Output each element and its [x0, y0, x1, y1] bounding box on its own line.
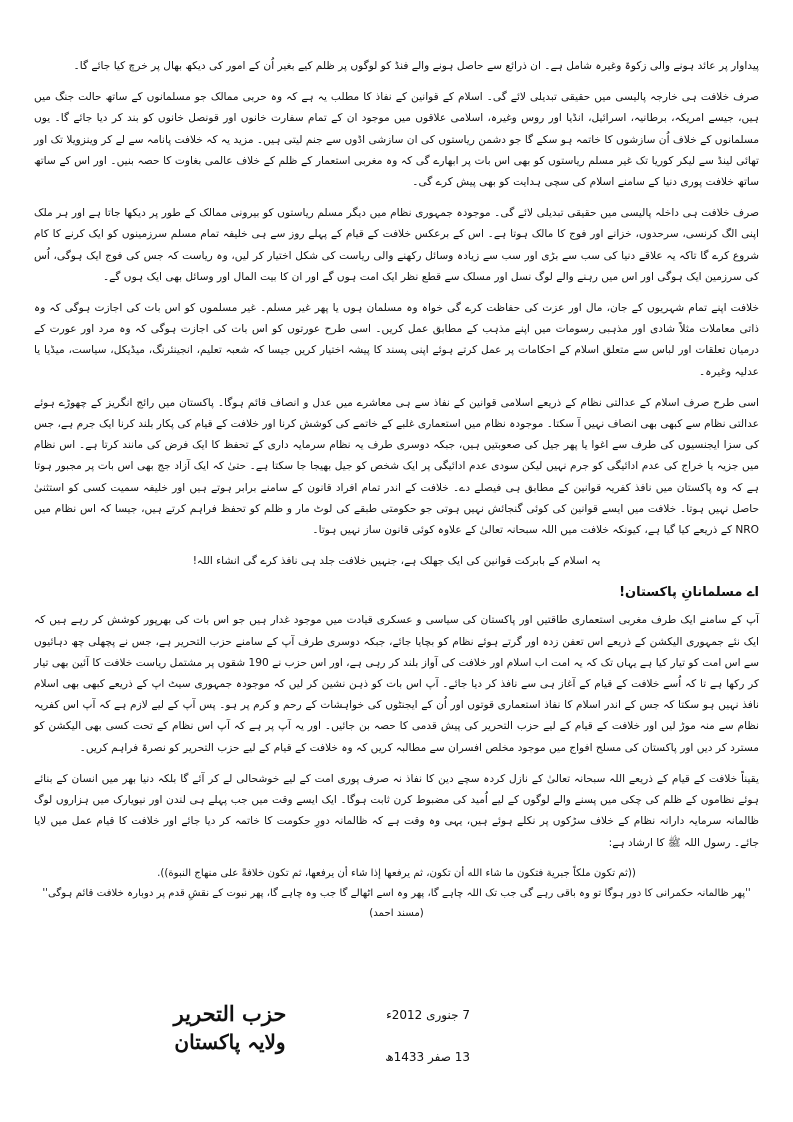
signature-province: ولایہ پاکستان [174, 1030, 286, 1054]
paragraph: خلافت اپنے تمام شہریوں کے جان، مال اور عزت کی حفاظت کرے گی خواہ وہ مسلمان ہوں یا پھر غیر مسلم۔ غیر مسلموں کو اس بات کی اجازت ہوگی کہ وہ ذاتی معاملات مثلاً شادی اور مذہبی رسومات میں اپنے مذہب کے مطابق عمل کریں۔ اسی طرح عورتوں کو اس بات کی اجازت ہوگی کہ وہ مرد اور عورت کے درمیان تعلقات اور لباس سے متعلق اسلام کے احکامات پر عمل کرتے ہوئے اپنی پسند کا پیشہ اختیار کریں جیسا کہ شعبہ تعلیم، انجینئرنگ، میڈیکل، سیاست، میڈیا یا عدلیہ وغیرہ۔ [34, 302, 759, 378]
paragraph: پیداوار پر عائد ہونے والی زکوۃ وغیرہ شامل ہے۔ ان ذرائع سے حاصل ہونے والے فنڈ کو لوگوں پر ظلم کیے بغیر اُن کے امور کی دیکھ بھال پر خرچ کیا جائے گا۔ [73, 60, 759, 72]
date-hijri: 13 صفر 1433ھ [385, 1050, 470, 1064]
hadith-arabic: ((ثم تكون ملكاً جبرية فتكون ما شاء الله أن تكون، ثم يرفعها إذا شاء أن يرفعها، ثم تكون خلافةً على منهاج النبوة)). [157, 867, 636, 879]
paragraph: آپ کے سامنے ایک طرف مغربی استعماری طاقتیں اور پاکستان کی سیاسی و عسکری قیادت میں موجود غدار ہیں جو اس بات کی بھرپور کوشش کر رہے ہیں کہ ایک نئے جمہوری الیکشن کے ذریعے اس تعفن زدہ اور گرتے ہوئے نظام کو بچایا جائے، جبکہ دوسری طرف آپ کے سامنے حزب التحریر ہے، جس نے پچھلی چھ دہائیوں سے اس امت کو تیار کیا ہے یہاں تک کہ یہ امت اب اسلام اور خلافت کی آواز بلند کر رہی ہے، اور اس حزب نے 190 شقوں پر مشتمل ریاست خلافت کا آئین بھی تیار کر رکھا ہے تا کہ اُسے خلافت کے قیام کے آغاز ہی سے نافذ کر دیا جائے۔ آپ اس بات کو ذہن نشین کر لیں کہ موجودہ جمہوری سیٹ اپ کے ذریعے کبھی بھی اسلام نافذ نہیں ہو سکتا کہ جس کے اندر اسلام کا نفاذ استعماری قوتوں اور اُن کے ایجنٹوں کی خواہشات کے رحم و کرم پر ہو۔ پس آپ کے لیے لازم ہے کہ آپ اس کفریہ نظام سے منہ موڑ لیں اور خلافت کے قیام کے لیے حزب التحریر کی پیش قدمی کا حصہ بن جائیں۔ اور یہ آپ پر ہے کہ آپ اس نظام کے تحت کسی بھی الیکشن کو مسترد کر دیں اور پاکستان کی مسلح افواج میں موجود مخلص افسران سے مطالبہ کریں کہ وہ خلافت کے قیام کے لیے حزب التحریر کو نصرۃ فراہم کریں۔ [33, 614, 759, 754]
paragraph: یقیناً خلافت کے قیام کے ذریعے اللہ سبحانہ تعالیٰ کے نازل کردہ سچے دین کا نفاذ نہ صرف پوری امت کے لیے خوشحالی لے کر آئے گا بلکہ دنیا بھر میں انسان کے بنائے ہوئے نظاموں کے ظلم کی چکی میں پسنے والے لوگوں کے لیے اُمید کی مضبوط کرن ثابت ہوگا۔ ایک ایسے وقت میں جب پہلے ہی لندن اور نیویارک میں ہزاروں لوگ ظالمانہ سرمایہ دارانہ نظام کے خلاف سڑکوں پر نکلے ہوئے ہیں، یہی وہ وقت ہے کہ ظالمانہ دورِ حکومت کا خاتمہ کر دیا جائے اور خلافت کا قیام عمل میں لایا جائے۔ رسول اللہ ﷺ کا ارشاد ہے: [34, 772, 759, 849]
paragraph: اسی طرح صرف اسلام کے عدالتی نظام کے ذریعے اسلامی قوانین کے نفاذ سے ہی معاشرے میں عدل و انصاف قائم ہوگا۔ پاکستان میں رائج انگریز کے چھوڑے ہوئے عدالتی نظام سے کبھی بھی انصاف نہیں آ سکتا۔ موجودہ نظام میں استعماری غلبے کے خاتمے کی کوشش کرنا اور خلافت کے قیام کی پکار بلند کرنا ایک جرم ہے، جس کی سزا ایجنسیوں کی طرف سے اغوا یا پھر جیل کی صعوبتیں ہیں، جبکہ دوسری طرف یہ نظام سرمایہ داری کے تحفظ کا ایک فرض کی مانند کرتا ہے۔ اس نظام میں جزیہ یا خراج کی عدم ادائیگی کو جرم نہیں لیکن سودی عدم ادائیگی پر ایک شخص کو جیل بھیجا جا سکتا ہے۔ حتیٰ کہ ایک آزاد جج بھی اس بات پر مجبور ہوتا ہے کہ وہ پاکستان میں نافذ کفریہ قوانین کے مطابق ہی فیصلے دے۔ خلافت کے اندر تمام افراد قانون کے سامنے برابر ہوتے ہیں اور خلیفہ سمیت کسی کو استثنیٰ حاصل نہیں ہوتا۔ خلافت میں ایسے قوانین کی کوئی گنجائش نہیں ہوتی جو حکومتی طبقے کی لوٹ مار و ظلم کو تحفظ فراہم کرتے ہیں، جیسا کہ اس نظام میں NRO کے ذریعے کیا گیا ہے، کیونکہ خلافت میں اللہ سبحانہ تعالیٰ کے علاوہ کوئی قانون ساز نہیں ہوتا۔ [34, 396, 759, 537]
section-heading: اے مسلمانانِ پاکستان! [619, 585, 759, 601]
signature-block [150, 1000, 310, 1056]
document-body [34, 56, 759, 1086]
hadith-urdu-translation: ''پھر ظالمانہ حکمرانی کا دور ہوگا تو وہ باقی رہے گی جب تک اللہ چاہے گا، پھر وہ اسے اٹھالے گا جب وہ چاہے گا، پھر نبوت کے نقشِ قدم پر دوبارہ خلافت قائم ہوگی'' (مسند احمد) [42, 887, 751, 919]
date-gregorian: 7 جنوری 2012ء [386, 1008, 470, 1022]
closing-line: یہ اسلام کے بابرکت قوانین کی ایک جھلک ہے، جنہیں خلافت جلد ہی نافذ کرے گی انشاء اللہ! [192, 555, 601, 568]
signature-party: حزب التحریر [173, 1001, 287, 1026]
paragraph: صرف خلافت ہی داخلہ پالیسی میں حقیقی تبدیلی لائے گی۔ موجودہ جمہوری نظام میں دیگر مسلم ریاستوں کو بیرونی ممالک کے طور پر دیکھا جاتا ہے اور ہر ملک اپنی الگ کرنسی، سرحدوں، خزانے اور فوج کا مالک ہوتا ہے۔ اس کے برعکس خلافت کے قیام کے پہلے روز سے ہی خلیفہ تمام مسلم سرزمینوں کو ایک کرنے کا کام شروع کرے گا تاکہ یہ علاقے دنیا کی سب سے بڑی اور سب سے زیادہ وسائل رکھنے والی ریاست کی شکل اختیار کر لیں، وہ ریاست کہ جس کی فوج ایک ہوگی، اُس کی سرزمین ایک ہوگی اور اس میں رہنے والے لوگ نسل اور مسلک سے قطع نظر ایک امت ہوں گے اور ان کا بیت المال اور وسائل بھی ایک ہوں گے۔ [34, 207, 759, 283]
paragraph: صرف خلافت ہی خارجہ پالیسی میں حقیقی تبدیلی لائے گی۔ اسلام کے قوانین کے نفاذ کا مطلب یہ ہے کہ وہ حربی ممالک جو مسلمانوں کے ساتھ حالت جنگ میں ہیں، جیسے امریکہ، برطانیہ، اسرائیل، انڈیا اور روس وغیرہ، اسلامی علاقوں میں موجود ان کے تمام سفارت خانوں اور قونصل خانوں کو بند کر دیا جائے گا۔ یوں مسلمانوں کے خلاف اُن سازشوں کا خاتمہ ہو سکے گا جو دشمن ریاستوں کی ان سازشی اڈوں سے جنم لیتی ہیں۔ مزید یہ کہ خلافت پانامہ سے لے کر وینزویلا تک اور تھائی لینڈ سے لیکر کوریا تک غیر مسلم ریاستوں کو بھی اس بات پر ابھارے گی کہ وہ مغربی استعمار کے ظلم کے خلاف عالمی بغاوت کا حصہ بنیں۔ اور اس کے ساتھ ساتھ خلافت پوری دنیا کے سامنے اسلام کی سچی ہدایت کو بھی پیش کرے گی۔ [34, 91, 759, 189]
